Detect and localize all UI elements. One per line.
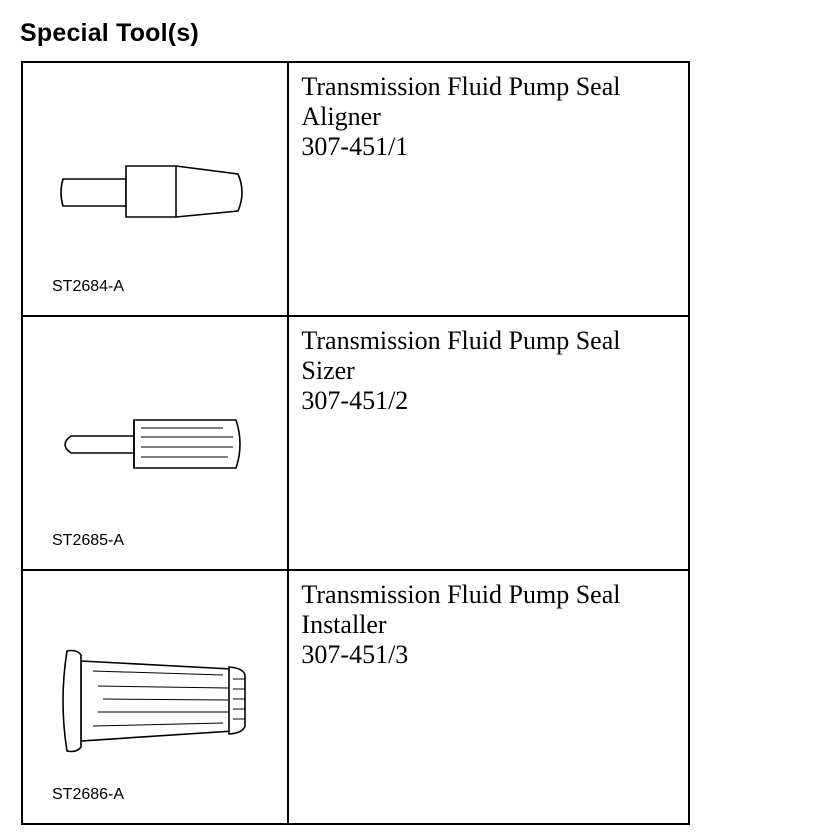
illustration-code: ST2684-A — [52, 278, 125, 295]
tool-illustration-cell — [22, 570, 288, 824]
table-row — [22, 62, 689, 316]
tool-illustration-cell — [22, 316, 288, 570]
table-row — [22, 316, 689, 570]
tool-name-line1: Transmission Fluid Pump Seal — [301, 72, 621, 101]
tool-description-cell — [288, 62, 689, 316]
tool-description-cell — [288, 570, 689, 824]
tool-name-line2: Aligner — [301, 102, 381, 131]
tool-name-line1: Transmission Fluid Pump Seal — [301, 580, 621, 609]
page-title: Special Tool(s) — [20, 19, 199, 47]
tool-illustration-cell — [22, 62, 288, 316]
table-row — [22, 570, 689, 824]
tool-name-line2: Sizer — [301, 356, 355, 385]
tool-part-number: 307-451/3 — [301, 640, 409, 669]
tool-description-cell — [288, 316, 689, 570]
tool-part-number: 307-451/2 — [301, 386, 409, 415]
illustration-code: ST2685-A — [52, 532, 125, 549]
tool-name-line1: Transmission Fluid Pump Seal — [301, 326, 621, 355]
tool-part-number: 307-451/1 — [301, 132, 409, 161]
special-tools-table — [21, 61, 690, 825]
tool-name-line2: Installer — [301, 610, 387, 639]
illustration-code: ST2686-A — [52, 786, 125, 803]
